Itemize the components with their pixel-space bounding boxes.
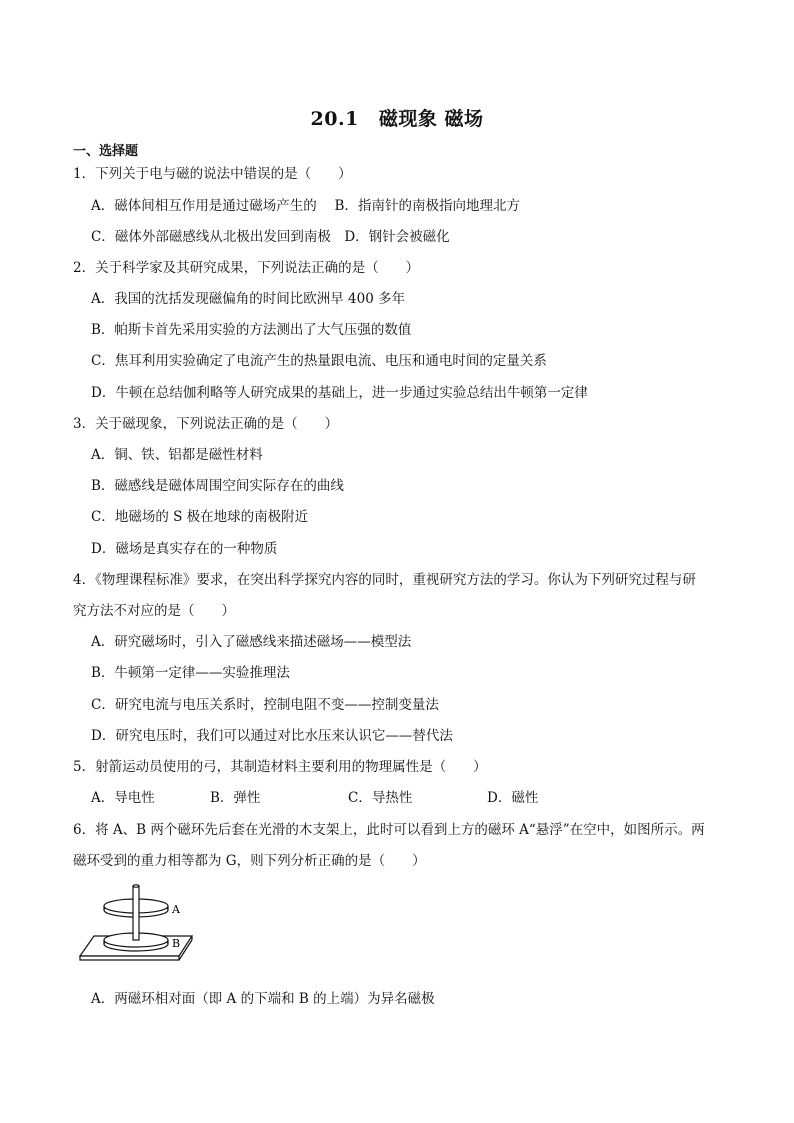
question-3-option-c: C．地磁场的 S 极在地球的南极附近 [91, 509, 309, 525]
title-number: 20.1 [310, 108, 359, 130]
question-4-option-b: B．牛顿第一定律——实验推理法 [91, 665, 290, 681]
title-text: 磁现象 磁场 [378, 108, 484, 130]
question-4-stem-line1: 4．《物理课程标准》要求，在突出科学探究内容的同时，重视研究方法的学习。你认为下列研究过程与研 [73, 572, 696, 588]
question-1-option-row: C．磁体外部磁感线从北极出发回到南极 D．钢针会被磁化 [91, 229, 450, 245]
question-6-option-a: A．两磁环相对面（即 A 的下端和 B 的上端）为异名磁极 [91, 991, 435, 1007]
question-3-option-d: D．磁场是真实存在的一种物质 [91, 541, 278, 557]
section-heading: 一、选择题 [73, 144, 139, 159]
magnet-rings-figure [76, 884, 196, 976]
question-5-option-a: A．导电性 [91, 790, 155, 806]
wooden-rod [133, 886, 139, 940]
question-4-stem-line2: 究方法不对应的是（ ） [73, 603, 235, 619]
question-2-option-c: C．焦耳利用实验确定了电流产生的热量跟电流、电压和通电时间的定量关系 [91, 353, 547, 369]
figure-label-a: A [172, 903, 180, 916]
question-4-option-d: D．研究电压时，我们可以通过对比水压来认识它——替代法 [91, 728, 453, 744]
question-2-option-d: D．牛顿在总结伽利略等人研究成果的基础上，进一步通过实验总结出牛顿第一定律 [91, 385, 588, 401]
question-3-stem: 3．关于磁现象，下列说法正确的是（ ） [73, 416, 339, 432]
question-5-option-d: D．磁性 [487, 790, 539, 806]
page-title [0, 104, 794, 131]
question-6-stem-line1: 6．将 A、B 两个磁环先后套在光滑的木支架上，此时可以看到上方的磁环 A“悬浮”在空中，如图所示。两 [73, 822, 705, 838]
question-2-option-b: B．帕斯卡首先采用实验的方法测出了大气压强的数值 [91, 322, 412, 338]
question-1-option-row: A．磁体间相互作用是通过磁场产生的 B．指南针的南极指向地理北方 [91, 198, 520, 214]
question-4-option-a: A．研究磁场时，引入了磁感线来描述磁场——模型法 [91, 634, 412, 650]
question-4-option-c: C．研究电流与电压关系时，控制电阻不变——控制变量法 [91, 697, 439, 713]
question-5-option-b: B．弹性 [210, 790, 261, 806]
figure-label-b: B [172, 937, 181, 950]
question-3-option-a: A．铜、铁、铝都是磁性材料 [91, 447, 263, 463]
question-6-stem-line2: 磁环受到的重力相等都为 G，则下列分析正确的是（ ） [73, 853, 426, 869]
question-5-option-c: C．导热性 [348, 790, 413, 806]
question-3-option-b: B．磁感线是磁体周围空间实际存在的曲线 [91, 478, 344, 494]
question-5-stem: 5．射箭运动员使用的弓，其制造材料主要利用的物理属性是（ ） [73, 759, 487, 775]
magnet-rings-diagram [76, 884, 196, 976]
question-2-stem: 2．关于科学家及其研究成果，下列说法正确的是（ ） [73, 260, 420, 276]
question-2-option-a: A．我国的沈括发现磁偏角的时间比欧洲早 400 多年 [91, 291, 406, 307]
question-1-stem: 1．下列关于电与磁的说法中错误的是（ ） [73, 166, 352, 182]
